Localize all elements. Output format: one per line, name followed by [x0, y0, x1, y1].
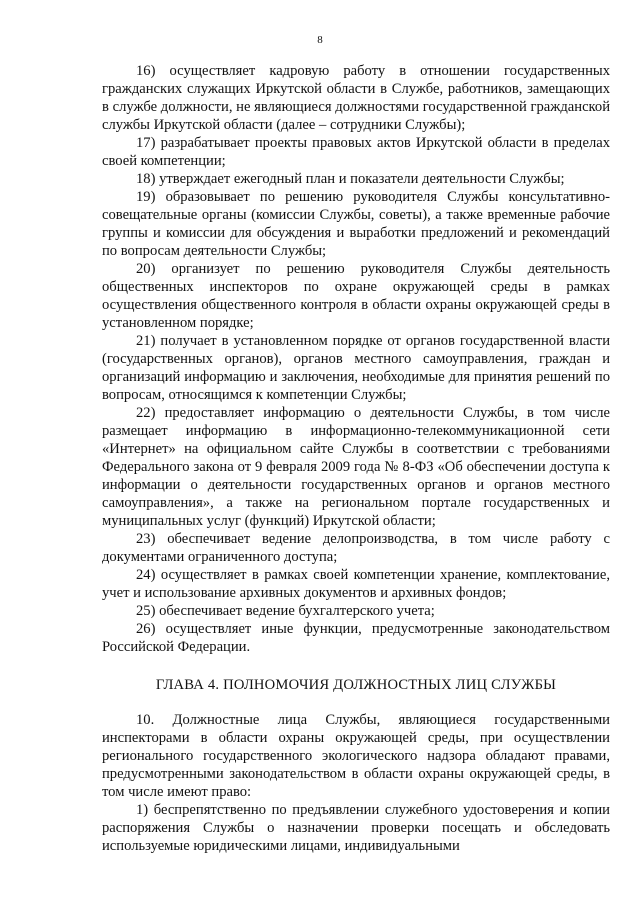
page-number: 8	[317, 34, 323, 46]
paragraph-clause-10: 10. Должностные лица Службы, являющиеся государственными инспекторами в области охраны окружающей среды, при осуществлении регионального государственного экологического надзора обладают правами, предусмотренными законодательством в области охраны окружающей среды, в том числе имеют право:	[102, 712, 610, 800]
paragraph-item-26: 26) осуществляет иные функции, предусмотренные законодательством Российской Федерации.	[102, 621, 610, 655]
document-body	[102, 62, 610, 855]
paragraph-item-16: 16) осуществляет кадровую работу в отношении государственных гражданских служащих Иркутской области в Службе, работников, замещающих в службе должности, не являющиеся должностями государственной гражданской службы Иркутской области (далее – сотрудники Службы);	[102, 63, 610, 133]
paragraph-item-20: 20) организует по решению руководителя Службы деятельность общественных инспекторов по охране окружающей среды в рамках осуществления общественного контроля в области охраны окружающей среды в установленном порядке;	[102, 261, 610, 331]
paragraph-item-25: 25) обеспечивает ведение бухгалтерского учета;	[136, 603, 435, 619]
paragraph-item-17: 17) разрабатывает проекты правовых актов Иркутской области в пределах своей компетенции;	[102, 135, 610, 169]
paragraph-item-23: 23) обеспечивает ведение делопроизводства, в том числе работу с документами ограниченного доступа;	[102, 531, 610, 565]
paragraph-item-22: 22) предоставляет информацию о деятельности Службы, в том числе размещает информацию в информационно-телекоммуникационной сети «Интернет» на официальном сайте Службы в соответствии с требованиями Федерального закона от 9 февраля 2009 года № 8-ФЗ «Об обеспечении доступа к информации о деятельности государственных органов и органов местного самоуправления», а также на региональном портале государственных и муниципальных услуг (функций) Иркутской области;	[102, 405, 610, 529]
paragraph-item-19: 19) образовывает по решению руководителя Службы консультативно-совещательные органы (комиссии Службы, советы), а также временные рабочие группы и комиссии для обсуждения и выработки предложений и рекомендаций по вопросам деятельности Службы;	[102, 189, 610, 259]
paragraph-subitem-1: 1) беспрепятственно по предъявлении служебного удостоверения и копии распоряжения Службы о назначении проверки посещать и обследовать используемые юридическими лицами, индивидуальными	[102, 802, 610, 854]
paragraph-item-21: 21) получает в установленном порядке от органов государственной власти (государственных органов), органов местного самоуправления, граждан и организаций информацию и заключения, необходимые для принятия решений по вопросам, относящимся к компетенции Службы;	[102, 333, 610, 403]
paragraph-item-18: 18) утверждает ежегодный план и показатели деятельности Службы;	[136, 171, 565, 187]
chapter-heading: ГЛАВА 4. ПОЛНОМОЧИЯ ДОЛЖНОСТНЫХ ЛИЦ СЛУЖБЫ	[155, 677, 557, 693]
paragraph-item-24: 24) осуществляет в рамках своей компетенции хранение, комплектование, учет и использование архивных документов и архивных фондов;	[102, 567, 610, 601]
